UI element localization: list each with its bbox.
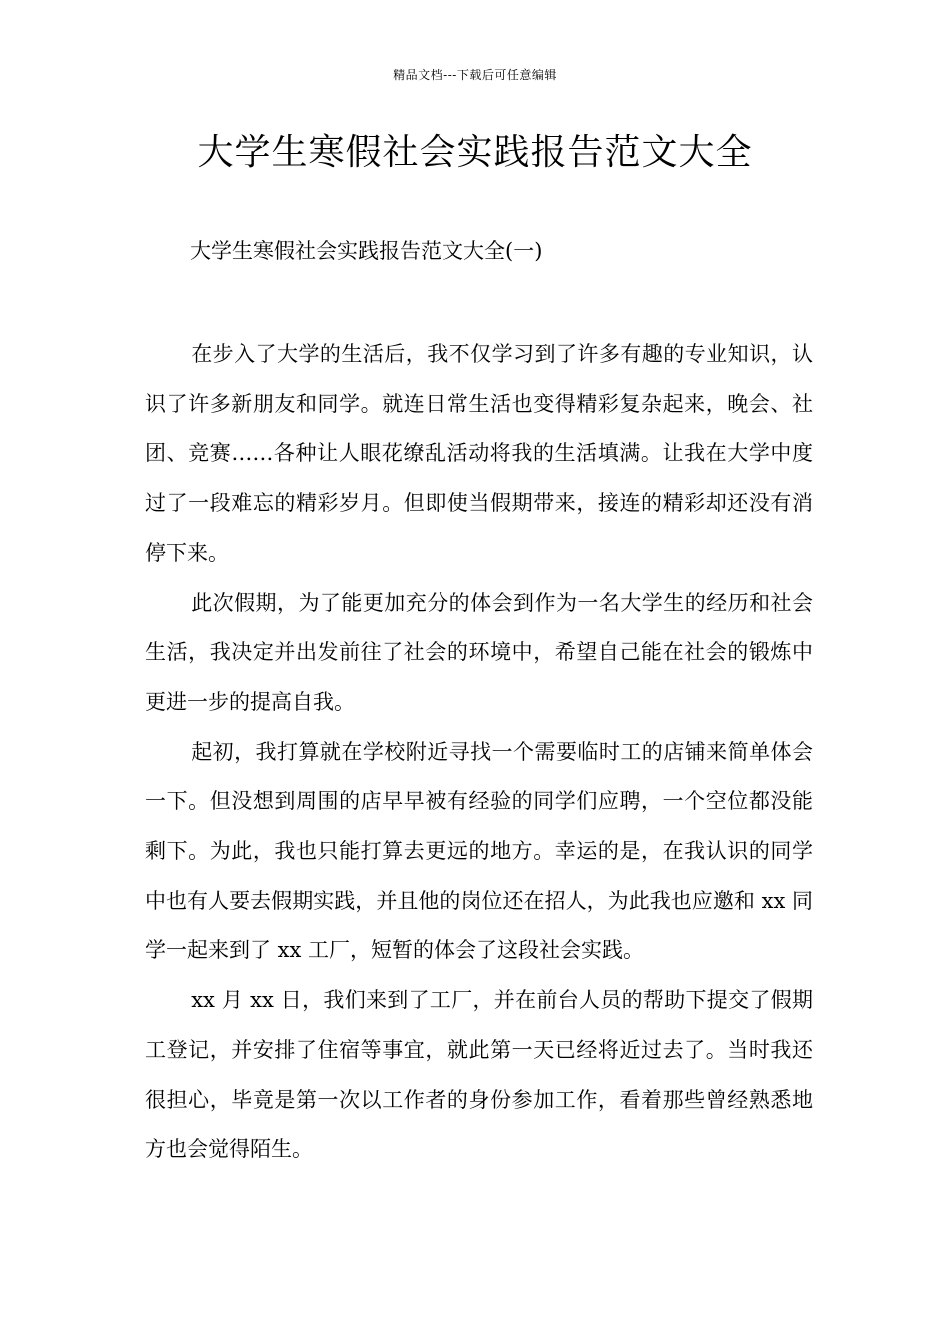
paragraph: 在步入了大学的生活后，我不仅学习到了许多有趣的专业知识，认识了许多新朋友和同学。就连日常生活也变得精彩复杂起来，晚会、社团、竞赛……各种让人眼花缭乱活动将我的生活填满。让我在大学中度过了一段难忘的精彩岁月。但即使当假期带来，接连的精彩却还没有消停下来。	[145, 342, 813, 565]
document-title: 大学生寒假社会实践报告范文大全	[197, 132, 753, 173]
paragraph: 起初，我打算就在学校附近寻找一个需要临时工的店铺来简单体会一下。但没想到周围的店早早被有经验的同学们应聘，一个空位都没能剩下。为此，我也只能打算去更远的地方。幸运的是，在我认识的同学中也有人要去假期实践，并且他的岗位还在招人，为此我也应邀和 xx 同学一起来到了 xx 工厂，短暂的体会了这段社会实践。	[145, 739, 813, 963]
header-note: 精品文档---下载后可任意编辑	[393, 68, 557, 82]
paragraph: xx 月 xx 日，我们来到了工厂，并在前台人员的帮助下提交了假期工登记，并安排了住宿等事宜，就此第一天已经将近过去了。当时我还很担心，毕竟是第一次以工作者的身份参加工作，看着那些曾经熟悉地方也会觉得陌生。	[145, 988, 813, 1162]
paragraph: 此次假期，为了能更加充分的体会到作为一名大学生的经历和社会生活，我决定并出发前往了社会的环境中，希望自己能在社会的锻炼中更进一步的提高自我。	[145, 590, 813, 714]
document-subtitle: 大学生寒假社会实践报告范文大全(一)	[190, 239, 543, 263]
document-body	[145, 330, 813, 1175]
